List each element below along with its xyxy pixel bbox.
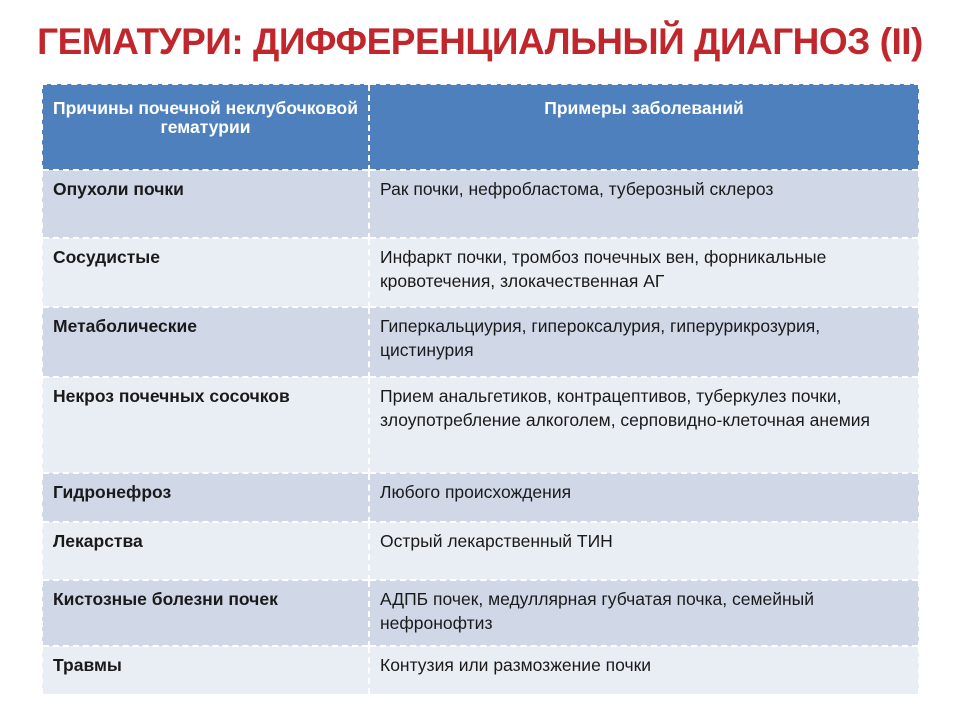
cause-cell: Лекарства [42,522,369,580]
cause-cell: Опухоли почки [42,170,369,238]
diagnosis-table [41,83,920,694]
examples-cell: Рак почки, нефробластома, туберозный склероз [369,170,919,238]
examples-cell: Прием анальгетиков, контрацептивов, туберкулез почки, злоупотребление алкоголем, серповидно-клеточная анемия [369,377,919,473]
table-row [42,377,919,473]
table-row [42,646,919,694]
slide-title: ГЕМАТУРИ: ДИФФЕРЕНЦИАЛЬНЫЙ ДИАГНОЗ (II) [37,21,923,62]
cause-cell: Некроз почечных сосочков [42,377,369,473]
examples-cell: Острый лекарственный ТИН [369,522,919,580]
examples-cell: Инфаркт почки, тромбоз почечных вен, форникальные кровотечения, злокачественная АГ [369,238,919,307]
table-row [42,580,919,646]
table-row [42,238,919,307]
header-examples: Примеры заболеваний [369,84,919,170]
table-row [42,522,919,580]
cause-cell: Сосудистые [42,238,369,307]
table-row [42,307,919,377]
examples-cell: Любого происхождения [369,473,919,522]
table-row [42,170,919,238]
examples-cell: Контузия или размозжение почки [369,646,919,694]
cause-cell: Метаболические [42,307,369,377]
table-header-row [42,84,919,170]
cause-cell: Травмы [42,646,369,694]
cause-cell: Гидронефроз [42,473,369,522]
examples-cell: АДПБ почек, медуллярная губчатая почка, семейный нефронофтиз [369,580,919,646]
header-causes: Причины почечной неклубочковой гематурии [42,84,369,170]
table-row [42,473,919,522]
examples-cell: Гиперкальциурия, гипероксалурия, гиперурикрозурия, цистинурия [369,307,919,377]
cause-cell: Кистозные болезни почек [42,580,369,646]
